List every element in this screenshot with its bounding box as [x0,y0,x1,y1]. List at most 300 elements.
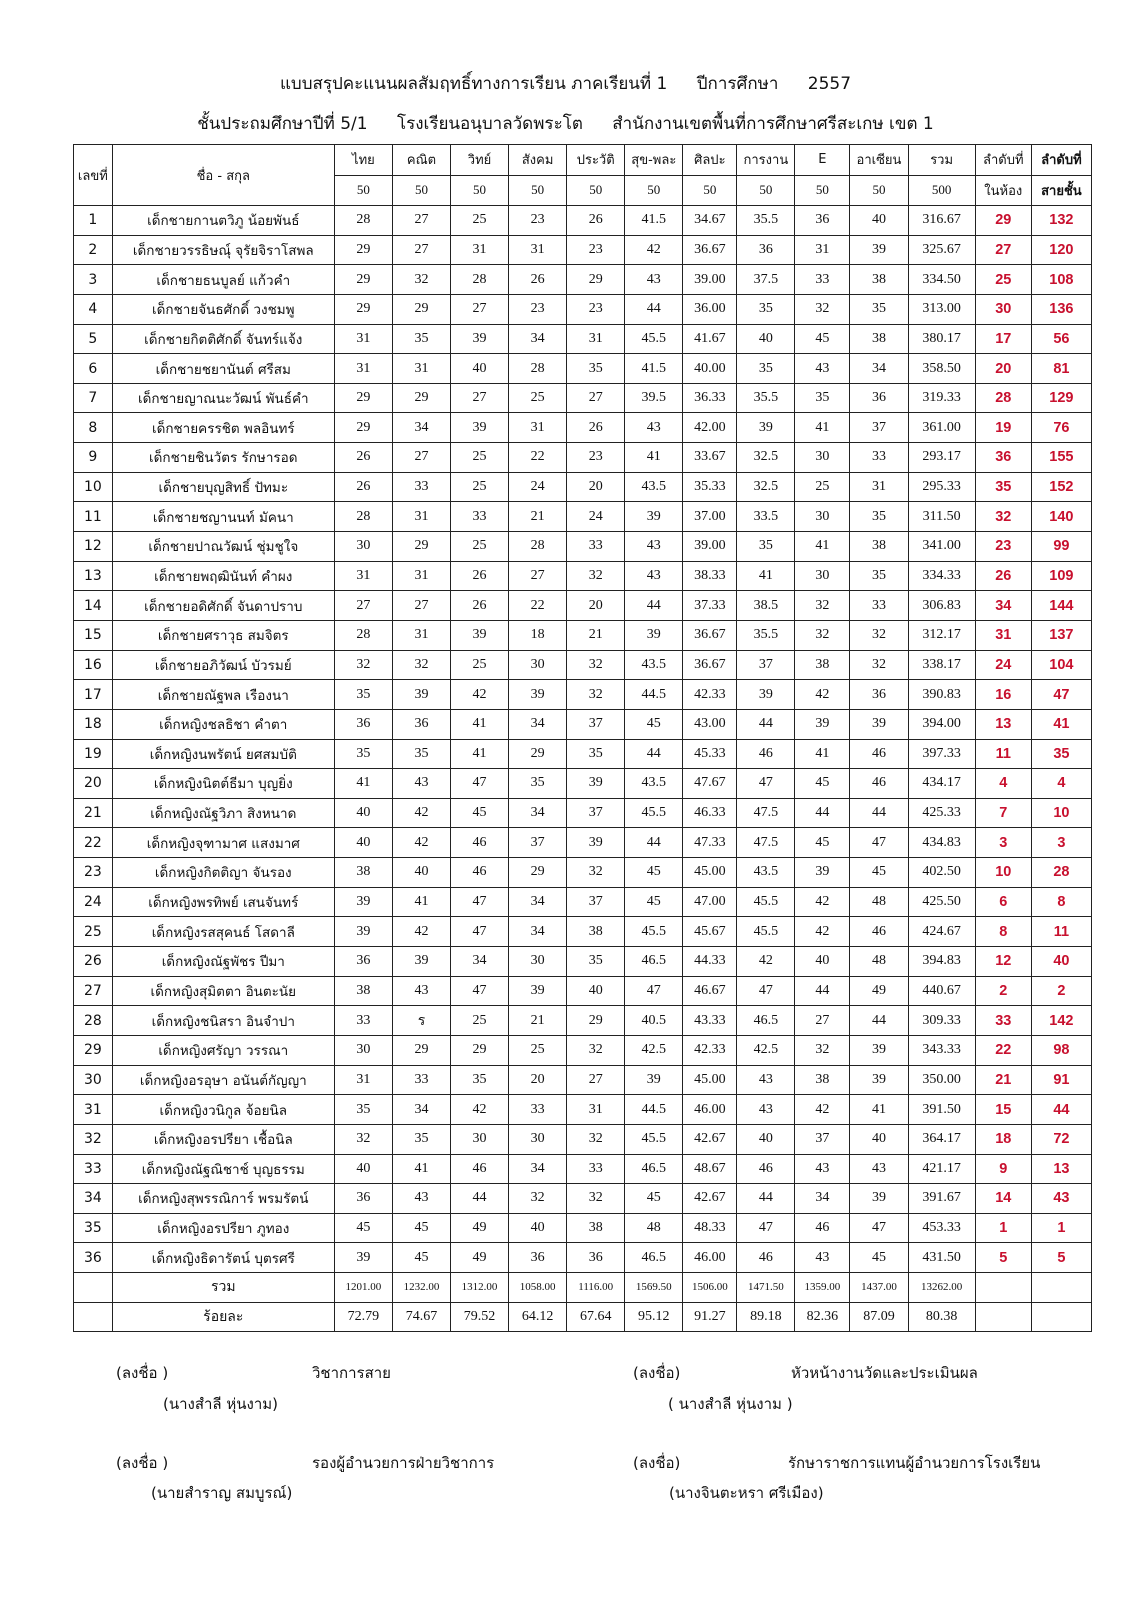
rank-room-cell: 7 [975,798,1031,828]
score-cell: 29 [334,235,392,265]
total-cell: 306.83 [908,591,975,621]
score-cell: 32 [567,1124,625,1154]
student-name: เด็กชายญาณนะวัฒน์ พันธ์คำ [112,383,334,413]
student-name: เด็กหญิงณัฐวิภา สิงหนาด [112,798,334,828]
score-cell: 26 [509,265,567,295]
header-name: ชื่อ - สกุล [112,145,334,206]
score-cell: 43.33 [683,1006,737,1036]
score-cell: 36.67 [683,620,737,650]
score-cell: 44 [850,1006,908,1036]
score-cell: 27 [451,383,509,413]
score-cell: 37 [567,709,625,739]
academic-year-label: ปีการศึกษา [696,74,779,94]
score-cell: 44.5 [625,680,683,710]
score-cell: 32 [334,650,392,680]
header-full-score: 50 [625,175,683,206]
rank-level-cell: 10 [1031,798,1091,828]
header-full-score: 50 [509,175,567,206]
score-cell: 41 [737,561,795,591]
rank-level-cell: 129 [1031,383,1091,413]
score-cell: 45 [625,858,683,888]
score-cell: 30 [509,1124,567,1154]
score-cell: 35 [392,739,450,769]
score-cell: 39 [795,709,850,739]
score-cell: 44.33 [683,947,737,977]
student-name: เด็กหญิงจุฑามาศ แสงมาศ [112,828,334,858]
header-total: รวม [908,145,975,176]
total-cell: 319.33 [908,383,975,413]
header-full-score: 50 [567,175,625,206]
score-cell: 40 [392,858,450,888]
header-rank-room: ลำดับที่ [975,145,1031,176]
sum-cell: 1116.00 [567,1273,625,1303]
score-cell: 42 [392,917,450,947]
score-cell: 33 [334,1006,392,1036]
percent-cell: 91.27 [683,1302,737,1332]
table-row [74,502,1092,532]
score-cell: 35 [567,947,625,977]
score-cell: 25 [451,1006,509,1036]
score-cell: 33 [392,472,450,502]
score-cell: 45 [392,1213,450,1243]
rank-level-cell: 120 [1031,235,1091,265]
score-cell: 41 [392,887,450,917]
score-cell: 20 [509,1065,567,1095]
total-cell: 312.17 [908,620,975,650]
rank-level-cell: 4 [1031,769,1091,799]
rank-level-cell: 91 [1031,1065,1091,1095]
total-cell: 424.67 [908,917,975,947]
score-cell: 38 [567,1213,625,1243]
score-cell: 46 [451,1154,509,1184]
score-cell: 34 [795,1184,850,1214]
score-cell: 27 [334,591,392,621]
score-cell: 29 [392,383,450,413]
header-rank-level: ลำดับที่ [1031,145,1091,176]
score-cell: 31 [334,324,392,354]
score-cell: 43 [737,1095,795,1125]
percent-cell: 67.64 [567,1302,625,1332]
student-name: เด็กหญิงอรปรียา เชื้อนิล [112,1124,334,1154]
total-cell: 313.00 [908,294,975,324]
score-cell: 43 [625,413,683,443]
score-cell: 25 [451,650,509,680]
score-cell: 38 [795,650,850,680]
score-cell: 47.5 [737,798,795,828]
table-row [74,294,1092,324]
score-cell: 36 [850,680,908,710]
header-subject: การงาน [737,145,795,176]
rank-level-cell: 8 [1031,887,1091,917]
score-cell: 45 [625,709,683,739]
score-cell: 39 [334,1243,392,1273]
score-cell: 42.00 [683,413,737,443]
sum-cell: 1232.00 [392,1273,450,1303]
rank-level-cell: 104 [1031,650,1091,680]
score-cell: 29 [334,413,392,443]
score-cell: 23 [567,294,625,324]
total-cell: 397.33 [908,739,975,769]
score-cell: 36.67 [683,650,737,680]
score-cell: 46.33 [683,798,737,828]
score-cell: 23 [567,235,625,265]
student-no: 19 [74,739,113,769]
student-name: เด็กชายกิตติศักดิ์ จันทร์แจ้ง [112,324,334,354]
score-cell: 28 [451,265,509,295]
score-cell: 44 [850,798,908,828]
table-row [74,947,1092,977]
score-cell: 32 [334,1124,392,1154]
score-cell: 31 [567,1095,625,1125]
student-no: 21 [74,798,113,828]
score-cell: 31 [334,354,392,384]
total-cell: 440.67 [908,976,975,1006]
score-cell: 30 [795,561,850,591]
student-no: 31 [74,1095,113,1125]
score-cell: 33 [850,443,908,473]
percent-cell: 89.18 [737,1302,795,1332]
score-cell: 46.67 [683,976,737,1006]
score-cell: 45.5 [625,1124,683,1154]
score-cell: 27 [795,1006,850,1036]
rank-level-cell: 3 [1031,828,1091,858]
student-no: 2 [74,235,113,265]
rank-level-cell: 11 [1031,917,1091,947]
score-cell: 27 [451,294,509,324]
student-name: เด็กชายณัฐพล เรืองนา [112,680,334,710]
score-cell: 45 [795,324,850,354]
total-cell: 334.33 [908,561,975,591]
academic-year: 2557 [807,74,852,94]
rank-room-cell: 12 [975,947,1031,977]
sum-label: รวม [112,1273,334,1303]
score-cell: 38 [334,976,392,1006]
score-cell: 45 [625,1184,683,1214]
score-cell: 31 [451,235,509,265]
student-no: 8 [74,413,113,443]
score-cell: 48.33 [683,1213,737,1243]
score-cell: 45.00 [683,858,737,888]
rank-room-cell: 3 [975,828,1031,858]
rank-room-cell: 33 [975,1006,1031,1036]
student-name: เด็กชายกานตวิภู น้อยพันธ์ [112,206,334,236]
student-no: 12 [74,532,113,562]
rank-room-cell: 34 [975,591,1031,621]
sum-cell: 1058.00 [509,1273,567,1303]
score-cell: 43.5 [625,472,683,502]
score-cell: 36.33 [683,383,737,413]
score-cell: 43.5 [737,858,795,888]
header-no: เลขที่ [74,145,113,206]
score-cell: 47 [737,1213,795,1243]
rank-room-cell: 4 [975,769,1031,799]
rank-room-cell: 21 [975,1065,1031,1095]
header-subject: ไทย [334,145,392,176]
score-cell: 37 [737,650,795,680]
signer-name-4: (นางจินตะหรา ศรีเมือง) [669,1484,824,1502]
student-name: เด็กหญิงสุมิตตา อินตะนัย [112,976,334,1006]
score-cell: 27 [567,383,625,413]
score-cell: 31 [509,413,567,443]
score-cell: 47.5 [737,828,795,858]
score-cell: 48 [850,947,908,977]
total-cell: 394.83 [908,947,975,977]
total-cell: 309.33 [908,1006,975,1036]
rank-room-cell: 28 [975,383,1031,413]
score-cell: 36 [737,235,795,265]
score-cell: 32 [795,294,850,324]
percent-cell: 74.67 [392,1302,450,1332]
score-cell: 45.5 [625,324,683,354]
rank-level-cell: 13 [1031,1154,1091,1184]
student-name: เด็กหญิงธิดารัตน์ บุตรศรี [112,1243,334,1273]
student-name: เด็กชายครรชิต พลอินทร์ [112,413,334,443]
score-cell: 31 [795,235,850,265]
score-cell: 39 [451,413,509,443]
score-cell: 43.00 [683,709,737,739]
score-cell: 45 [334,1213,392,1243]
student-no: 1 [74,206,113,236]
score-cell: 48 [625,1213,683,1243]
rank-level-cell: 132 [1031,206,1091,236]
empty-cell [1031,1302,1091,1332]
table-row [74,680,1092,710]
student-no: 5 [74,324,113,354]
score-cell: 34 [509,798,567,828]
table-row [74,1154,1092,1184]
score-cell: 34.67 [683,206,737,236]
score-cell: 46.00 [683,1243,737,1273]
score-cell: 29 [509,739,567,769]
score-cell: 45.5 [625,917,683,947]
total-cell: 425.50 [908,887,975,917]
header-full-score: 50 [795,175,850,206]
score-cell: 25 [451,532,509,562]
total-cell: 293.17 [908,443,975,473]
total-cell: 390.83 [908,680,975,710]
rank-room-cell: 15 [975,1095,1031,1125]
score-cell: 40 [737,324,795,354]
score-cell: 22 [509,443,567,473]
sum-cell: 1506.00 [683,1273,737,1303]
student-no: 33 [74,1154,113,1184]
table-row [74,383,1092,413]
table-header [74,145,1092,206]
score-cell: 47 [451,976,509,1006]
score-cell: 21 [509,1006,567,1036]
score-cell: 39.5 [625,383,683,413]
score-cell: 45 [850,858,908,888]
table-row [74,413,1092,443]
rank-level-cell: 56 [1031,324,1091,354]
score-cell: 42 [392,798,450,828]
student-name: เด็กหญิงกิตติญา จันรอง [112,858,334,888]
total-cell: 334.50 [908,265,975,295]
sign-role: วิชาการสาย [312,1364,391,1382]
score-cell: 43 [392,1184,450,1214]
score-cell: 29 [392,1035,450,1065]
score-cell: 35 [737,354,795,384]
table-row [74,976,1092,1006]
header-rank-room-sub: ในห้อง [975,175,1031,206]
score-cell: 39 [451,324,509,354]
rank-room-cell: 11 [975,739,1031,769]
score-cell: 28 [509,532,567,562]
student-no: 3 [74,265,113,295]
rank-level-cell: 108 [1031,265,1091,295]
rank-room-cell: 35 [975,472,1031,502]
score-cell: 35 [850,502,908,532]
score-cell: 38 [334,858,392,888]
table-row [74,620,1092,650]
score-cell: 46.00 [683,1095,737,1125]
rank-room-cell: 5 [975,1243,1031,1273]
score-cell: 18 [509,620,567,650]
score-cell: 32 [795,591,850,621]
rank-room-cell: 19 [975,413,1031,443]
header-subject: E [795,145,850,176]
score-cell: 30 [795,443,850,473]
score-cell: 36.67 [683,235,737,265]
score-cell: 47.67 [683,769,737,799]
percent-cell: 72.79 [334,1302,392,1332]
student-no: 36 [74,1243,113,1273]
score-cell: 38 [850,532,908,562]
signature-2 [633,1361,978,1385]
score-cell: 46 [795,1213,850,1243]
score-cell: 31 [567,324,625,354]
score-cell: 36 [567,1243,625,1273]
header-full-score: 50 [683,175,737,206]
score-cell: 33.67 [683,443,737,473]
score-cell: 35 [737,532,795,562]
score-cell: 39 [334,887,392,917]
score-cell: 46.5 [625,1154,683,1184]
score-cell: 26 [334,443,392,473]
table-row [74,1243,1092,1273]
score-cell: 39.00 [683,265,737,295]
rank-room-cell: 27 [975,235,1031,265]
score-cell: 38 [850,324,908,354]
rank-room-cell: 17 [975,324,1031,354]
table-row [74,265,1092,295]
total-cell: 350.00 [908,1065,975,1095]
score-cell: 39 [625,1065,683,1095]
score-cell: 44 [737,1184,795,1214]
total-cell: 434.17 [908,769,975,799]
score-cell: 43 [795,1243,850,1273]
score-cell: 39 [737,413,795,443]
score-cell: 47 [451,917,509,947]
score-cell: 32 [567,1184,625,1214]
score-cell: 30 [451,1124,509,1154]
student-no: 32 [74,1124,113,1154]
score-cell: 25 [451,443,509,473]
score-cell: 45 [795,769,850,799]
student-no: 20 [74,769,113,799]
score-cell: 47 [737,976,795,1006]
student-name: เด็กชายศราวุธ สมจิตร [112,620,334,650]
sign-prefix: (ลงชื่อ) [633,1364,681,1382]
score-cell: 41 [795,739,850,769]
school-name: โรงเรียนอนุบาลวัดพระโต [396,114,583,134]
table-summary [74,1273,1092,1332]
student-name: เด็กชายอภิวัฒน์ บัวรมย์ [112,650,334,680]
score-cell: 30 [795,502,850,532]
rank-room-cell: 26 [975,561,1031,591]
score-cell: 41 [795,532,850,562]
score-cell: 42 [737,947,795,977]
sign-prefix: (ลงชื่อ) [633,1454,681,1472]
table-row [74,1006,1092,1036]
score-cell: 42 [795,917,850,947]
score-cell: 21 [509,502,567,532]
sign-prefix: (ลงชื่อ ) [116,1364,169,1382]
student-name: เด็กหญิงณัฐพัชร ปีมา [112,947,334,977]
score-cell: 39 [392,680,450,710]
table-row [74,798,1092,828]
score-cell: 43 [625,532,683,562]
sum-total-cell: 13262.00 [908,1273,975,1303]
score-cell: 26 [451,591,509,621]
score-cell: 42 [392,828,450,858]
score-cell: 42 [795,1095,850,1125]
score-cell: 27 [392,235,450,265]
student-name: เด็กหญิงพรทิพย์ เสนจันทร์ [112,887,334,917]
student-name: เด็กหญิงวนิกูล จ้อยนิล [112,1095,334,1125]
table-row [74,324,1092,354]
empty-cell [975,1302,1031,1332]
student-no: 7 [74,383,113,413]
score-cell: 33 [795,265,850,295]
student-no: 29 [74,1035,113,1065]
score-cell: 38 [567,917,625,947]
score-cell: 44 [451,1184,509,1214]
score-cell: 45.00 [683,1065,737,1095]
score-cell: 47 [850,1213,908,1243]
score-cell: 29 [567,265,625,295]
rank-room-cell: 31 [975,620,1031,650]
score-cell: 46.5 [737,1006,795,1036]
score-cell: 35 [509,769,567,799]
percent-cell: 82.36 [795,1302,850,1332]
score-cell: 37 [567,798,625,828]
score-cell: 43 [795,1154,850,1184]
header-full-score: 50 [737,175,795,206]
total-cell: 343.33 [908,1035,975,1065]
score-cell: 36 [334,1184,392,1214]
score-cell: 34 [392,413,450,443]
sum-cell: 1471.50 [737,1273,795,1303]
sum-cell: 1569.50 [625,1273,683,1303]
score-cell: 33.5 [737,502,795,532]
signature-3 [116,1451,495,1475]
score-cell: 39 [737,680,795,710]
score-cell: 31 [392,502,450,532]
score-cell: 28 [334,620,392,650]
score-cell: 32 [567,1035,625,1065]
score-cell: 46.5 [625,947,683,977]
score-cell: 30 [334,532,392,562]
score-cell: 44 [625,739,683,769]
score-cell: 49 [451,1213,509,1243]
student-name: เด็กหญิงรสสุคนธ์ โสดาลี [112,917,334,947]
score-cell: 41 [850,1095,908,1125]
score-cell: 31 [392,620,450,650]
rank-room-cell: 10 [975,858,1031,888]
rank-room-cell: 24 [975,650,1031,680]
student-name: เด็กหญิงอรอุษา อนันต์กัญญา [112,1065,334,1095]
